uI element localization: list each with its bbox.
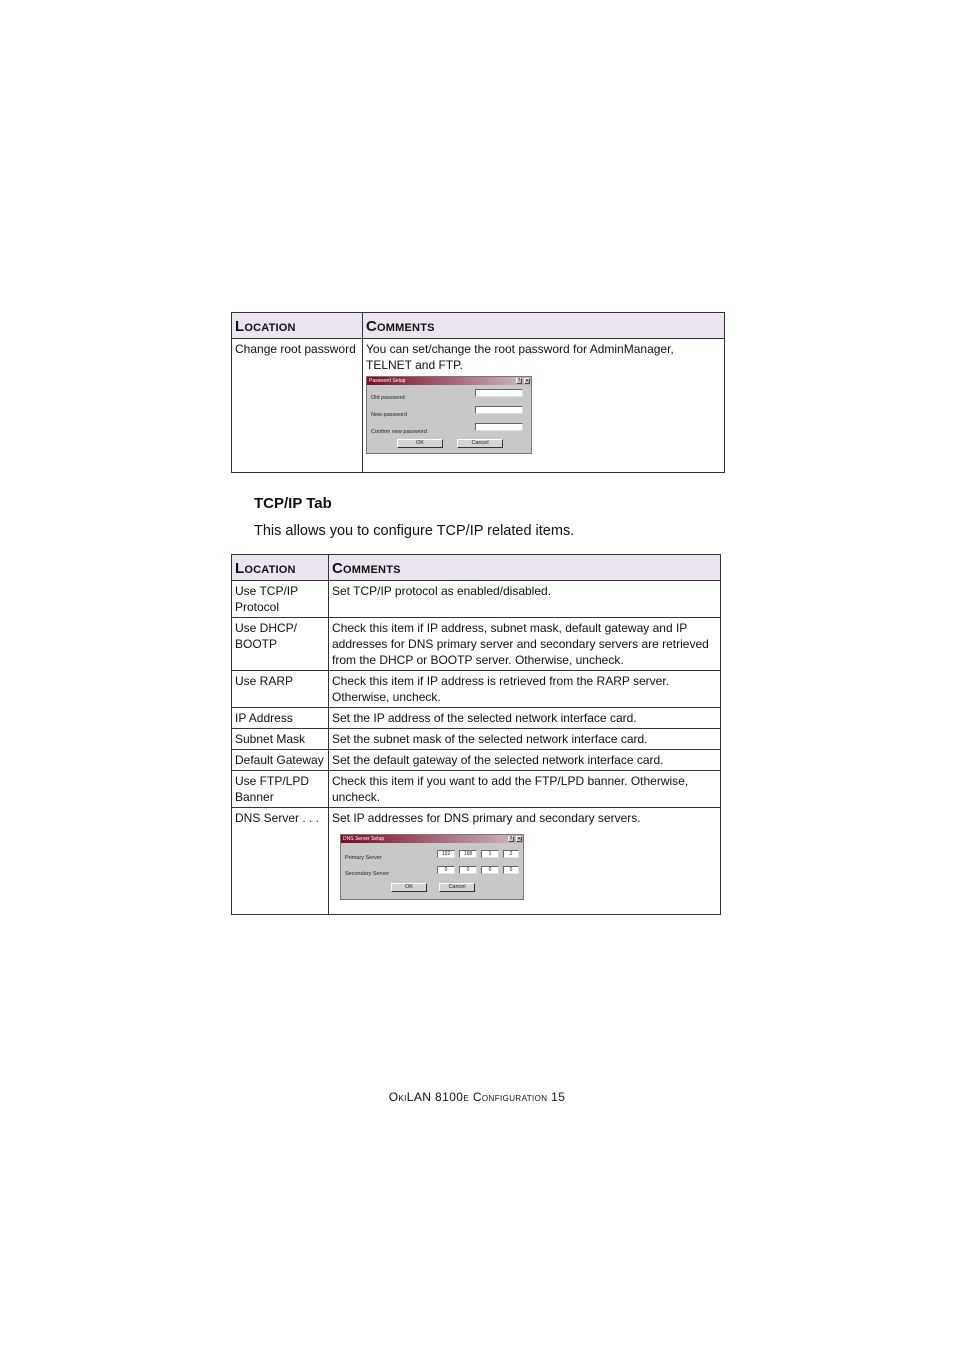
- location-cell: Change root password: [232, 339, 363, 473]
- primary-server-label: Primary Server: [345, 855, 382, 861]
- confirm-password-field[interactable]: [475, 423, 523, 431]
- cancel-button[interactable]: Cancel: [439, 883, 475, 892]
- section-intro: This allows you to configure TCP/IP related items.: [254, 523, 575, 539]
- table-row: [232, 708, 721, 729]
- location-cell: DNS Server . . .: [232, 808, 329, 915]
- help-icon[interactable]: ?: [509, 836, 513, 842]
- table-row: [232, 771, 721, 808]
- comments-header: Comments: [329, 555, 721, 581]
- root-password-table: [231, 312, 725, 473]
- location-cell: Default Gateway: [232, 750, 329, 771]
- dns-server-setup-dialog: [340, 834, 524, 900]
- comment-cell: Set the subnet mask of the selected network interface card.: [329, 729, 721, 750]
- page-footer: OkiLAN 8100e Configuration 15: [388, 1090, 566, 1104]
- table-row: [232, 671, 721, 708]
- table-row: [232, 618, 721, 671]
- primary-octet-3[interactable]: 1: [481, 850, 499, 858]
- dialog-title: DNS Server Setup: [343, 836, 385, 842]
- location-cell: IP Address: [232, 708, 329, 729]
- new-password-field[interactable]: [475, 406, 523, 414]
- comment-text: Set IP addresses for DNS primary and secondary servers.: [332, 811, 641, 825]
- secondary-octet-4[interactable]: 0: [503, 866, 519, 874]
- comment-cell: Set the IP address of the selected network interface card.: [329, 708, 721, 729]
- comment-cell: Set the default gateway of the selected network interface card.: [329, 750, 721, 771]
- ok-button[interactable]: OK: [397, 439, 443, 448]
- primary-octet-4[interactable]: 2: [503, 850, 519, 858]
- table-row: [232, 750, 721, 771]
- secondary-server-label: Secondary Server: [345, 871, 390, 877]
- secondary-octet-2[interactable]: 0: [459, 866, 477, 874]
- location-cell: Use TCP/IP Protocol: [232, 581, 329, 618]
- dialog-titlebar: [341, 835, 523, 843]
- confirm-password-label: Confirm new password: [371, 429, 427, 435]
- location-cell: Use DHCP/ BOOTP: [232, 618, 329, 671]
- comment-cell: Set TCP/IP protocol as enabled/disabled.: [329, 581, 721, 618]
- comments-header: Comments: [363, 313, 725, 339]
- old-password-field[interactable]: [475, 389, 523, 397]
- help-icon[interactable]: ?: [517, 378, 521, 384]
- primary-octet-1[interactable]: 192: [437, 850, 455, 858]
- location-header: Location: [232, 313, 363, 339]
- table-row: [232, 581, 721, 618]
- table-row: [232, 339, 725, 473]
- secondary-octet-1[interactable]: 0: [437, 866, 455, 874]
- close-icon[interactable]: ✕: [525, 378, 530, 384]
- section-heading: TCP/IP Tab: [254, 495, 332, 512]
- primary-octet-2[interactable]: 168: [459, 850, 477, 858]
- location-cell: Subnet Mask: [232, 729, 329, 750]
- location-header: Location: [232, 555, 329, 581]
- comment-cell: Check this item if you want to add the FTP/LPD banner. Otherwise, uncheck.: [329, 771, 721, 808]
- dialog-title: Password Setup: [369, 378, 406, 384]
- comment-text: You can set/change the root password for AdminManager, TELNET and FTP.: [366, 342, 674, 372]
- close-icon[interactable]: ✕: [517, 836, 522, 842]
- secondary-octet-3[interactable]: 0: [481, 866, 499, 874]
- table-row: [232, 729, 721, 750]
- comment-cell: Check this item if IP address, subnet mask, default gateway and IP addresses for DNS primary server and secondary servers are retrieved from the DHCP or BOOTP server. Otherwise, uncheck.: [329, 618, 721, 671]
- location-cell: Use RARP: [232, 671, 329, 708]
- table-row: [232, 808, 721, 915]
- comment-cell: Check this item if IP address is retrieved from the RARP server. Otherwise, uncheck.: [329, 671, 721, 708]
- tcpip-table: [231, 554, 721, 915]
- location-cell: Use FTP/LPD Banner: [232, 771, 329, 808]
- new-password-label: New password: [371, 412, 408, 418]
- comment-cell: [329, 808, 721, 915]
- dialog-titlebar: [367, 377, 531, 385]
- cancel-button[interactable]: Cancel: [457, 439, 503, 448]
- password-setup-dialog: [366, 376, 532, 454]
- ok-button[interactable]: OK: [391, 883, 427, 892]
- comment-cell: [363, 339, 725, 473]
- old-password-label: Old password: [371, 395, 405, 401]
